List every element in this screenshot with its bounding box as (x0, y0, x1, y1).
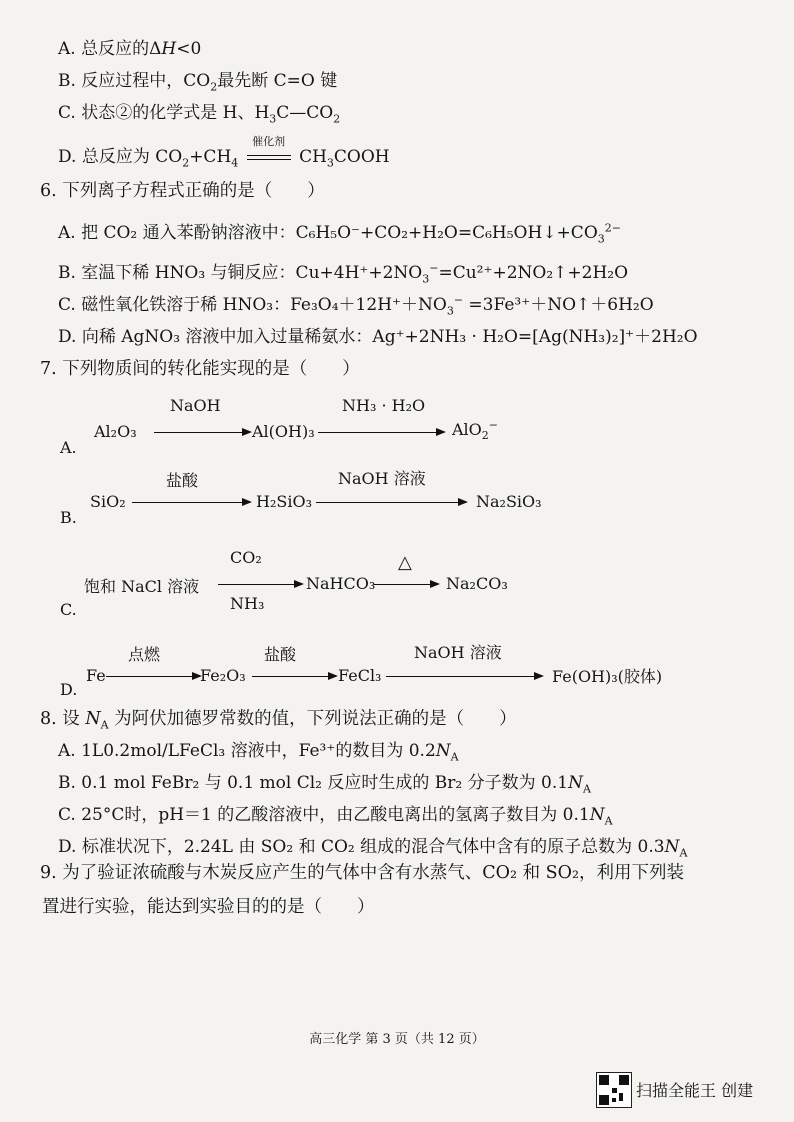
reaction-arrow (374, 584, 438, 585)
q5-option-b: B. 反应过程中，$CO_2$最先断 C=O 键 (58, 71, 338, 94)
q6-stem: 6. 下列离子方程式正确的是（ ） (40, 181, 325, 201)
reaction-arrow (154, 432, 250, 433)
qr-code-icon (596, 1072, 632, 1108)
q6-option-d: D. 向稀 AgNO₃ 溶液中加入过量稀氨水：Ag⁺+2NH₃ · H₂O=[Ag(NH₃)₂]⁺＋2H₂O (58, 327, 698, 347)
reaction-arrow (132, 502, 250, 503)
q8-option-a: A. 1L0.2mol/LFeCl₃ 溶液中，Fe³⁺的数目为 $0.2N_A$ (58, 741, 459, 764)
reaction-arrow (106, 676, 200, 677)
catalyst-equals: 催化剂 (247, 146, 291, 168)
reaction-arrow (386, 676, 542, 677)
reaction-arrow (252, 676, 336, 677)
scanner-brand: 扫描全能王 创建 (636, 1081, 754, 1100)
q8-option-b: B. 0.1 mol FeBr₂ 与 0.1 mol Cl₂ 反应时生成的 Br₂ 分子数为 $0.1N_A$ (58, 773, 591, 796)
q8-option-c: C. 25°C时，pH＝1 的乙酸溶液中，由乙酸电离出的氢离子数目为 $0.1N_A$ (58, 805, 613, 828)
reaction-arrow (218, 584, 302, 585)
q5-option-c: C. 状态②的化学式是 H、$H_3C—CO_2$ (58, 103, 341, 126)
q9-stem-line2: 置进行实验，能达到实验目的的是（ ） (42, 897, 375, 917)
q6-option-c: C. 磁性氧化铁溶于稀 HNO₃：$Fe_3O_4+12H^++NO_3^-$ =3Fe³⁺＋NO↑＋6H₂O (58, 293, 654, 318)
q7-option-b: B. SiO₂ 盐酸 H₂SiO₃ NaOH 溶液 Na₂SiO₃ (60, 469, 542, 527)
q7-option-d: D. Fe 点燃 Fe₂O₃ 盐酸 FeCl₃ NaOH 溶液 Fe(OH)₃(胶体) (60, 643, 663, 699)
q7-option-c: C. 饱和 NaCl 溶液 CO₂ NH₃ NaHCO₃ △ Na₂CO₃ (60, 548, 508, 619)
q8-option-d: D. 标准状况下，2.24L 由 SO₂ 和 CO₂ 组成的混合气体中含有的原子总数为 $0.3N_A$ (58, 837, 688, 860)
q8-stem: 8. 设 $N_A$ 为阿伏加德罗常数的值，下列说法正确的是（ ） (40, 709, 517, 732)
q6-option-b: B. 室温下稀 HNO₃ 与铜反应：$Cu+4H^++2NO_3^-=Cu^{2+}+2NO_2↑+2H_2O$ (58, 261, 629, 286)
q9-stem-line1: 9. 为了验证浓硫酸与木炭反应产生的气体中含有水蒸气、CO₂ 和 SO₂，利用下列装 (40, 863, 684, 883)
reaction-arrow (318, 432, 444, 433)
q6-option-a: A. 把 CO₂ 通入苯酚钠溶液中：$C_6H_5O^-+CO_2+H_2O=C_6H_5OH↓+CO_3^{2-}$ (58, 221, 621, 246)
q7-option-a: A. Al₂O₃ NaOH Al(OH)₃ NH₃ · H₂O AlO$_2$− (60, 396, 499, 457)
q5-option-d: D. 总反应为 $CO_2+CH_4$ 催化剂 $CH_3COOH$ (58, 135, 390, 170)
q5-option-a: A. 总反应的ΔH<0 (58, 39, 202, 59)
reaction-arrow (316, 502, 466, 503)
q7-stem: 7. 下列物质间的转化能实现的是（ ） (40, 359, 360, 379)
page-footer: 高三化学 第 3 页（共 12 页） (309, 1032, 485, 1047)
